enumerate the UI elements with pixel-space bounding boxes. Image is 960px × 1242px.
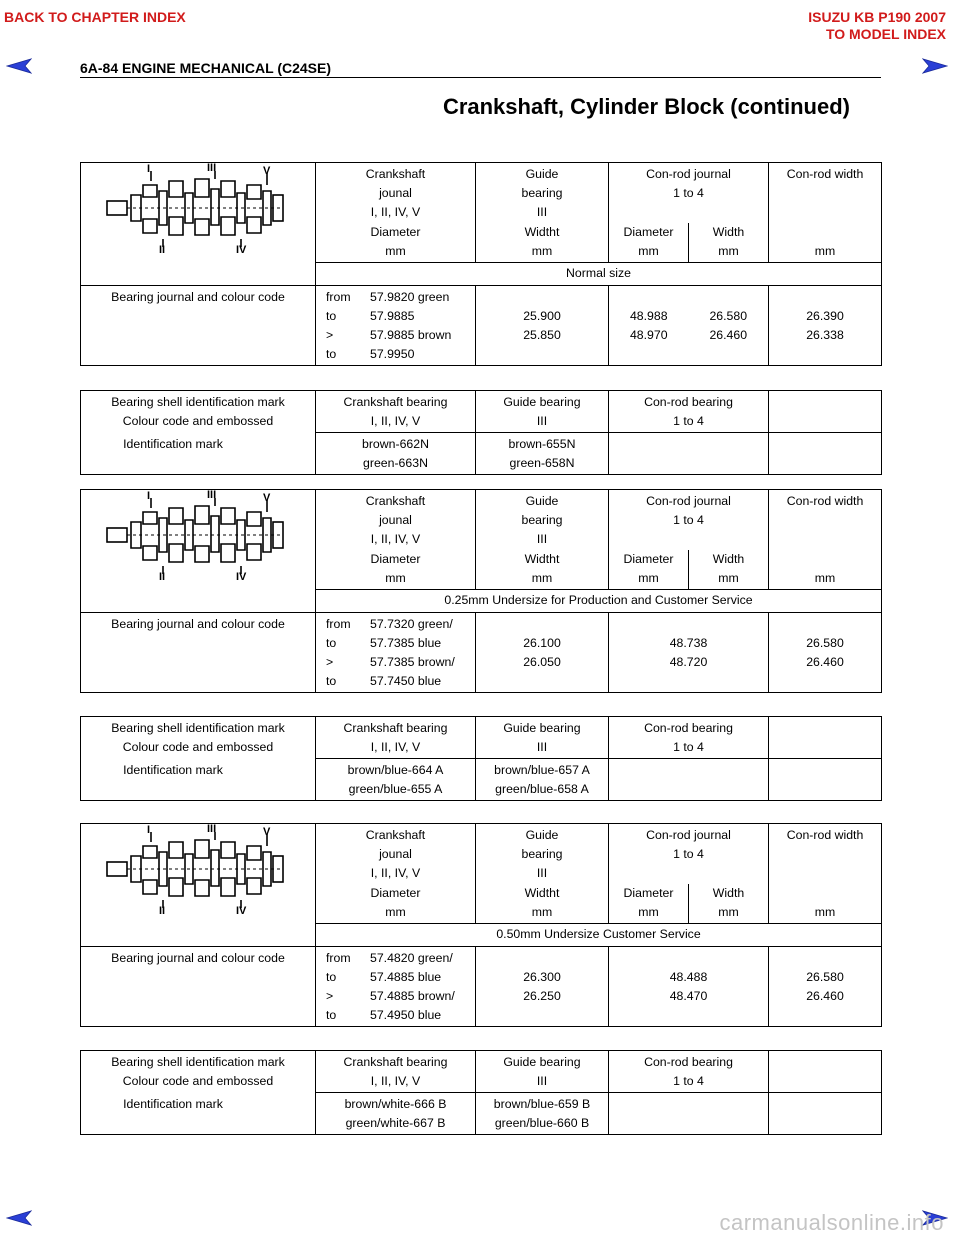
guide-bearing-values: 26.300 26.250 bbox=[476, 947, 609, 1027]
conrod-width-values: 26.580 26.460 bbox=[769, 613, 882, 693]
shell-guide-header: Guide bearing III bbox=[476, 391, 609, 433]
shell-guide-values: brown/blue-659 B green/blue-660 B bbox=[476, 1093, 609, 1135]
row-label: Bearing journal and colour code bbox=[81, 947, 316, 1027]
shell-empty-cell bbox=[769, 433, 882, 475]
conrod-width-values: 26.390 26.338 bbox=[769, 286, 882, 366]
crankshaft-journal-header: Crankshaft jounal I, II, IV, V bbox=[316, 490, 476, 550]
diagram-label-i: I bbox=[147, 490, 151, 502]
conrod-width-header: Con-rod width bbox=[769, 163, 882, 223]
range-value: 57.7385 blue bbox=[370, 636, 442, 650]
shell-empty-cell bbox=[769, 1093, 882, 1135]
unit-widtht: Widtht mm bbox=[476, 884, 609, 924]
back-to-chapter-link[interactable]: BACK TO CHAPTER INDEX bbox=[4, 9, 186, 25]
range-value: 57.4950 blue bbox=[370, 1008, 442, 1022]
diagram-label-ii: II bbox=[159, 905, 166, 914]
shell-empty-cell bbox=[769, 717, 882, 759]
unit-conrod-width: Width mm bbox=[689, 223, 769, 263]
range-value: 57.4885 brown/ bbox=[370, 989, 455, 1003]
row-label: Bearing journal and colour code bbox=[81, 286, 316, 366]
unit-conrod-diameter: Diameter mm bbox=[609, 884, 689, 924]
unit-diameter: Diameter mm bbox=[316, 550, 476, 590]
conrod-journal-header: Con-rod journal 1 to 4 bbox=[609, 163, 769, 223]
shell-empty-cell bbox=[769, 1051, 882, 1093]
range-prefix: from bbox=[326, 290, 351, 304]
diagram-label-ii: II bbox=[159, 571, 166, 580]
range-value: 57.7320 green/ bbox=[370, 617, 453, 631]
diagram-label-i: I bbox=[147, 163, 151, 175]
range-prefix: to bbox=[326, 970, 337, 984]
range-value: 57.9950 bbox=[370, 347, 415, 361]
diagram-label-v: V bbox=[263, 165, 271, 177]
range-prefix: to bbox=[326, 1008, 337, 1022]
unit-conrod-width: Width mm bbox=[689, 550, 769, 590]
section-header: 6A-84 ENGINE MECHANICAL (C24SE) bbox=[80, 60, 332, 76]
model-title-line2: TO MODEL INDEX bbox=[825, 26, 946, 42]
size-note: 0.25mm Undersize for Production and Customer Service bbox=[316, 590, 882, 613]
unit-conrod-diameter: Diameter mm bbox=[609, 550, 689, 590]
unit-diameter: Diameter mm bbox=[316, 884, 476, 924]
crankshaft-journal-range bbox=[316, 286, 476, 366]
crankshaft-diagram-icon bbox=[103, 824, 293, 914]
shell-guide-header: Guide bearing III bbox=[476, 1051, 609, 1093]
shell-crank-header: Crankshaft bearing I, II, IV, V bbox=[316, 391, 476, 433]
shell-conrod-values bbox=[609, 433, 769, 475]
size-note: 0.50mm Undersize Customer Service bbox=[316, 924, 882, 947]
shell-guide-header: Guide bearing III bbox=[476, 717, 609, 759]
range-value: 57.9820 green bbox=[370, 290, 450, 304]
crankshaft-journal-range bbox=[316, 613, 476, 693]
diagram-label-iv: IV bbox=[236, 905, 247, 914]
guide-bearing-header: Guide bearing III bbox=[476, 163, 609, 223]
arrow-left-icon[interactable] bbox=[6, 1210, 32, 1226]
guide-bearing-header: Guide bearing III bbox=[476, 824, 609, 884]
journal-size-table bbox=[80, 489, 882, 693]
range-prefix: from bbox=[326, 617, 351, 631]
shell-conrod-values bbox=[609, 1093, 769, 1135]
shell-conrod-header: Con-rod bearing 1 to 4 bbox=[609, 391, 769, 433]
range-prefix: to bbox=[326, 309, 337, 323]
range-value: 57.7385 brown/ bbox=[370, 655, 455, 669]
bearing-shell-table bbox=[80, 1050, 882, 1135]
range-value: 57.9885 bbox=[370, 309, 415, 323]
diagram-label-i: I bbox=[147, 824, 151, 836]
range-prefix: to bbox=[326, 674, 337, 688]
conrod-diameter-values: 48.488 48.470 bbox=[609, 947, 769, 1027]
bearing-shell-table bbox=[80, 716, 882, 801]
header-divider bbox=[80, 77, 881, 78]
crankshaft-diagram-icon bbox=[103, 490, 293, 580]
conrod-width-header: Con-rod width bbox=[769, 824, 882, 884]
diagram-label-v: V bbox=[263, 492, 271, 504]
crankshaft-image-cell bbox=[81, 824, 316, 947]
diagram-label-ii: II bbox=[159, 244, 166, 253]
conrod-width-values: 26.580 26.460 bbox=[769, 947, 882, 1027]
conrod-diameter-values: 48.988 48.970 bbox=[609, 286, 689, 366]
range-value: 57.7450 blue bbox=[370, 674, 442, 688]
range-prefix: > bbox=[326, 328, 334, 342]
diagram-label-iii: III bbox=[207, 490, 217, 501]
unit-width-mm: mm bbox=[769, 550, 882, 590]
diagram-label-v: V bbox=[263, 826, 271, 838]
range-value: 57.4820 green/ bbox=[370, 951, 453, 965]
guide-bearing-values: 26.100 26.050 bbox=[476, 613, 609, 693]
range-prefix: > bbox=[326, 989, 334, 1003]
shell-conrod-header: Con-rod bearing 1 to 4 bbox=[609, 717, 769, 759]
guide-bearing-header: Guide bearing III bbox=[476, 490, 609, 550]
diagram-label-iv: IV bbox=[236, 244, 247, 253]
crankshaft-diagram-icon bbox=[103, 163, 293, 253]
range-value: 57.4885 blue bbox=[370, 970, 442, 984]
shell-empty-cell bbox=[769, 391, 882, 433]
shell-label: Bearing shell identification mark Colour code and embossed Identification mark bbox=[81, 1051, 316, 1135]
range-prefix: to bbox=[326, 636, 337, 650]
conrod-width-header: Con-rod width bbox=[769, 490, 882, 550]
shell-empty-cell bbox=[769, 759, 882, 801]
size-note: Normal size bbox=[316, 263, 882, 286]
range-prefix: > bbox=[326, 655, 334, 669]
arrow-right-icon[interactable] bbox=[922, 58, 948, 74]
unit-widtht: Widtht mm bbox=[476, 223, 609, 263]
shell-crank-values: brown-662N green-663N bbox=[316, 433, 476, 475]
model-index-link[interactable] bbox=[808, 9, 946, 43]
shell-label: Bearing shell identification mark Colour code and embossed Identification mark bbox=[81, 391, 316, 475]
conrod-journal-width-values: 26.580 26.460 bbox=[689, 286, 769, 366]
model-title-line1: ISUZU KB P190 2007 bbox=[808, 9, 946, 25]
shell-conrod-header: Con-rod bearing 1 to 4 bbox=[609, 1051, 769, 1093]
unit-width-mm: mm bbox=[769, 223, 882, 263]
arrow-left-icon[interactable] bbox=[6, 58, 32, 74]
shell-crank-header: Crankshaft bearing I, II, IV, V bbox=[316, 717, 476, 759]
unit-width-mm: mm bbox=[769, 884, 882, 924]
shell-guide-values: brown-655N green-658N bbox=[476, 433, 609, 475]
shell-conrod-values bbox=[609, 759, 769, 801]
range-value: 57.9885 brown bbox=[370, 328, 452, 342]
shell-label: Bearing shell identification mark Colour code and embossed Identification mark bbox=[81, 717, 316, 801]
unit-widtht: Widtht mm bbox=[476, 550, 609, 590]
conrod-journal-header: Con-rod journal 1 to 4 bbox=[609, 490, 769, 550]
shell-guide-values: brown/blue-657 A green/blue-658 A bbox=[476, 759, 609, 801]
crankshaft-journal-header: Crankshaft jounal I, II, IV, V bbox=[316, 824, 476, 884]
conrod-journal-header: Con-rod journal 1 to 4 bbox=[609, 824, 769, 884]
range-prefix: to bbox=[326, 347, 337, 361]
crankshaft-image-cell bbox=[81, 490, 316, 613]
shell-crank-header: Crankshaft bearing I, II, IV, V bbox=[316, 1051, 476, 1093]
conrod-diameter-values: 48.738 48.720 bbox=[609, 613, 769, 693]
journal-size-table bbox=[80, 162, 882, 366]
diagram-label-iii: III bbox=[207, 163, 217, 174]
unit-conrod-diameter: Diameter mm bbox=[609, 223, 689, 263]
crankshaft-journal-range bbox=[316, 947, 476, 1027]
shell-crank-values: brown/white-666 B green/white-667 B bbox=[316, 1093, 476, 1135]
watermark: carmanualsonline.info bbox=[719, 1210, 944, 1235]
journal-size-table bbox=[80, 823, 882, 1027]
range-prefix: from bbox=[326, 951, 351, 965]
diagram-label-iv: IV bbox=[236, 571, 247, 580]
unit-diameter: Diameter mm bbox=[316, 223, 476, 263]
crankshaft-image-cell bbox=[81, 163, 316, 286]
row-label: Bearing journal and colour code bbox=[81, 613, 316, 693]
unit-conrod-width: Width mm bbox=[689, 884, 769, 924]
crankshaft-journal-header: Crankshaft jounal I, II, IV, V bbox=[316, 163, 476, 223]
page-title: Crankshaft, Cylinder Block (continued) bbox=[442, 94, 850, 119]
bearing-shell-table bbox=[80, 390, 882, 475]
shell-crank-values: brown/blue-664 A green/blue-655 A bbox=[316, 759, 476, 801]
diagram-label-iii: III bbox=[207, 824, 217, 835]
guide-bearing-values: 25.900 25.850 bbox=[476, 286, 609, 366]
